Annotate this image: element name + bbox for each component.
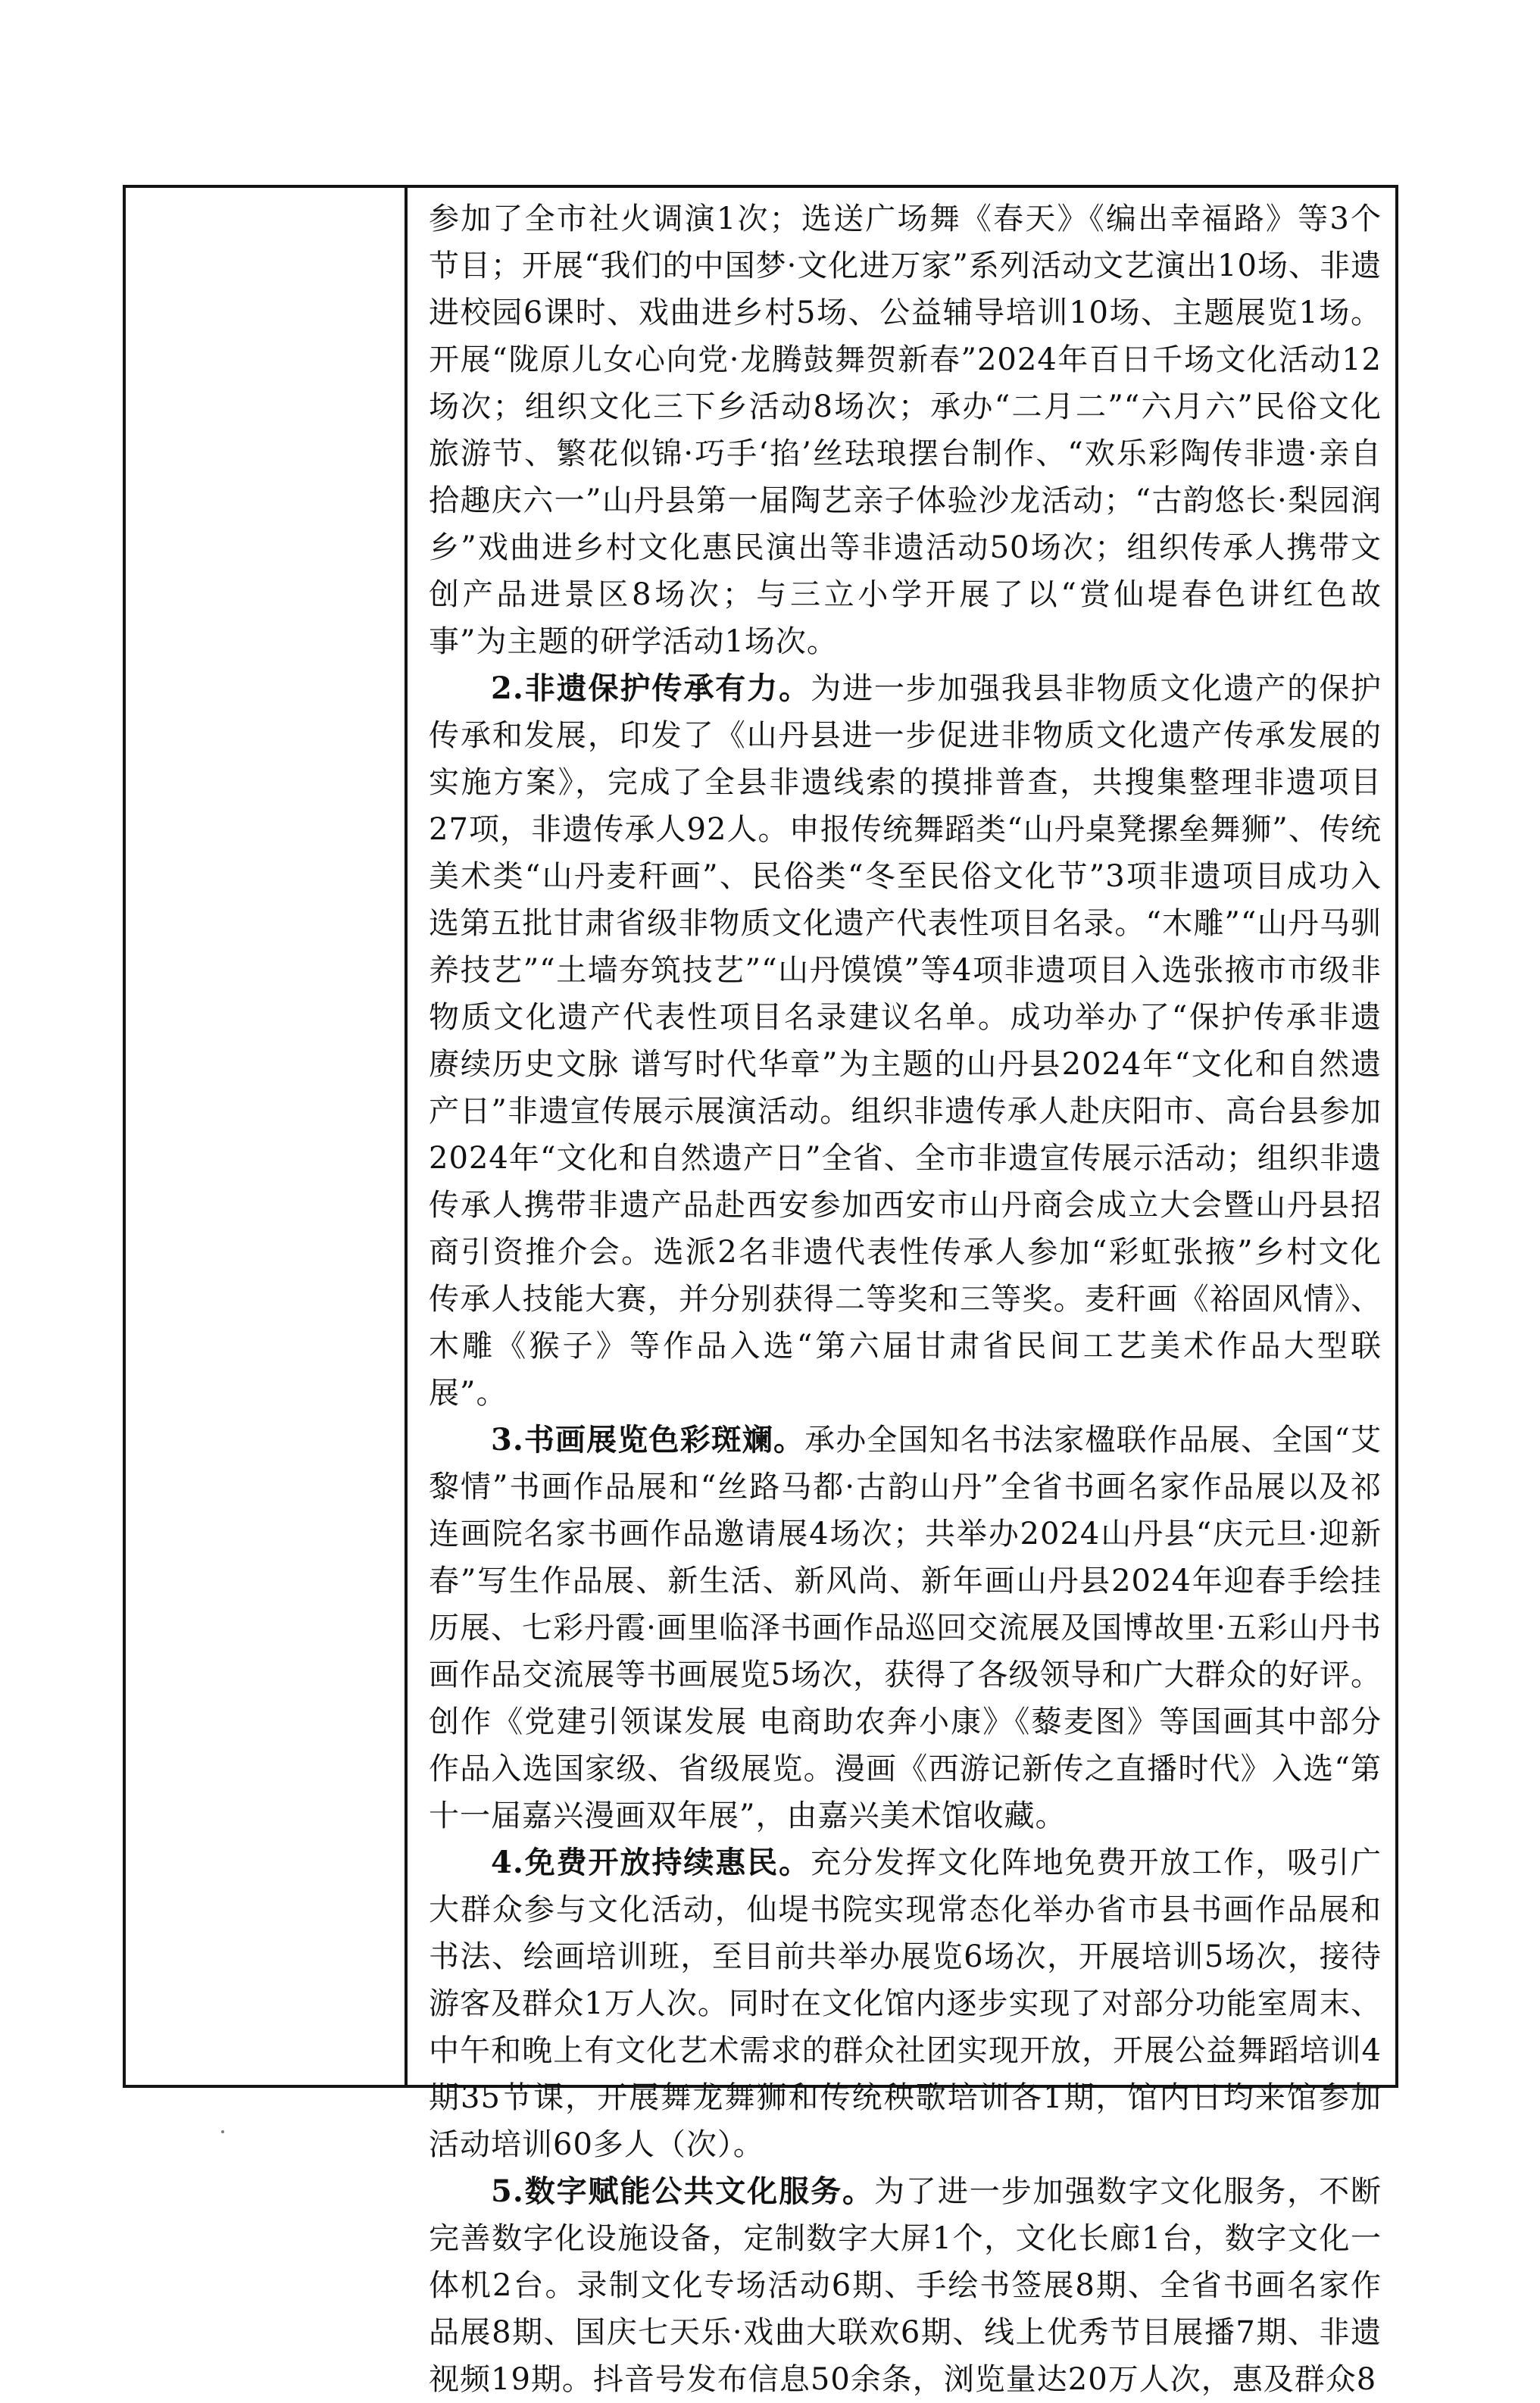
paragraph-body: 承办全国知名书法家楹联作品展、全国“艾黎情”书画作品展和“丝路马都·古韵山丹”全省书画名家作品展以及祁连画院名家书画作品邀请展4场次；共举办2024山丹县“庆元旦·迎新春”写生作品展、新生活、新风尚、新年画山丹县2024年迎春手绘挂历展、七彩丹霞·画里临泽书画作品巡回交流展及国博故里·五彩山丹书画作品交流展等书画展览5场次，获得了各级领导和广大群众的好评。创作《党建引领谋发展 电商助农奔小康》《藜麦图》等国画其中部分作品入选国家级、省级展览。漫画《西游记新传之直播时代》入选“第十一届嘉兴漫画双年展”，由嘉兴美术馆收藏。: [429, 1423, 1382, 1833]
section-heading: 4.免费开放持续惠民。: [491, 1845, 811, 1880]
scan-speck: [221, 2130, 224, 2133]
section-heading: 2.非遗保护传承有力。: [491, 670, 811, 706]
section-heading: 3.书画展览色彩斑斓。: [491, 1422, 805, 1458]
paragraph-calligraphy-exhibitions: [429, 1417, 1382, 1839]
paragraph-free-opening: [429, 1839, 1382, 2168]
form-table: [123, 185, 1398, 2397]
section-heading: 5.数字赋能公共文化服务。: [491, 2173, 874, 2209]
paragraph-body: 为进一步加强我县非物质文化遗产的保护传承和发展，印发了《山丹县进一步促进非物质文化遗产传承发展的实施方案》，完成了全县非遗线索的摸排普查，共搜集整理非遗项目27项，非遗传承人92人。申报传统舞蹈类“山丹桌凳摞垒舞狮”、传统美术类“山丹麦秆画”、民俗类“冬至民俗文化节”3项非遗项目成功入选第五批甘肃省级非物质文化遗产代表性项目名录。“木雕”“山丹马驯养技艺”“土墙夯筑技艺”“山丹馍馍”等4项非遗项目入选张掖市市级非物质文化遗产代表性项目名录建议名单。成功举办了“保护传承非遗 赓续历史文脉 谱写时代华章”为主题的山丹县2024年“文化和自然遗产日”非遗宣传展示展演活动。组织非遗传承人赴庆阳市、高台县参加2024年“文化和自然遗产日”全省、全市非遗宣传展示活动；组织非遗传承人携带非遗产品赴西安参加西安市山丹商会成立大会暨山丹县招商引资推介会。选派2名非遗代表性传承人参加“彩虹张掖”乡村文化传承人技能大赛，并分别获得二等奖和三等奖。麦秆画《裕固风情》、木雕《猴子》等作品入选“第六届甘肃省民间工艺美术作品大型联展”。: [429, 671, 1382, 1411]
paragraph-activities: [429, 195, 1382, 665]
content-column: [408, 188, 1395, 2397]
paragraph-body: 为了进一步加强数字文化服务，不断完善数字化设施设备，定制数字大屏1个，文化长廊1台，数字文化一体机2台。录制文化专场活动6期、手绘书签展8期、全省书画名家作品展8期、国庆七天乐·戏曲大联欢6期、线上优秀节目展播7期、非遗视频19期。抖音号发布信息50余条，浏览量达20万人次，惠及群众8: [429, 2174, 1382, 2397]
paragraph-body: 充分发挥文化阵地免费开放工作，吸引广大群众参与文化活动，仙堤书院实现常态化举办省市县书画作品展和书法、绘画培训班，至目前共举办展览6场次，开展培训5场次，接待游客及群众1万人次。同时在文化馆内逐步实现了对部分功能室周末、中午和晚上有文化艺术需求的群众社团实现开放，开展公益舞蹈培训4期35节课，开展舞龙舞狮和传统秧歌培训各1期，馆内日均来馆参加活动培训60多人（次）。: [429, 1845, 1382, 2162]
paragraph-digital-services: [429, 2168, 1382, 2403]
paragraph-intangible-heritage: [429, 665, 1382, 1417]
paragraph-body: 参加了全市社火调演1次；选送广场舞《春天》《编出幸福路》等3个节目；开展“我们的中国梦·文化进万家”系列活动文艺演出10场、非遗进校园6课时、戏曲进乡村5场、公益辅导培训10场、主题展览1场。开展“陇原儿女心向党·龙腾鼓舞贺新春”2024年百日千场文化活动12场次；组织文化三下乡活动8场次；承办“二月二”“六月六”民俗文化旅游节、繁花似锦·巧手‘掐’丝珐琅摆台制作、“欢乐彩陶传非遗·亲自拾趣庆六一”山丹县第一届陶艺亲子体验沙龙活动；“古韵悠长·梨园润乡”戏曲进乡村文化惠民演出等非遗活动50场次；组织传承人携带文创产品进景区8场次；与三立小学开展了以“赏仙堤春色讲红色故事”为主题的研学活动1场次。: [429, 202, 1382, 659]
label-column: [126, 188, 408, 2085]
